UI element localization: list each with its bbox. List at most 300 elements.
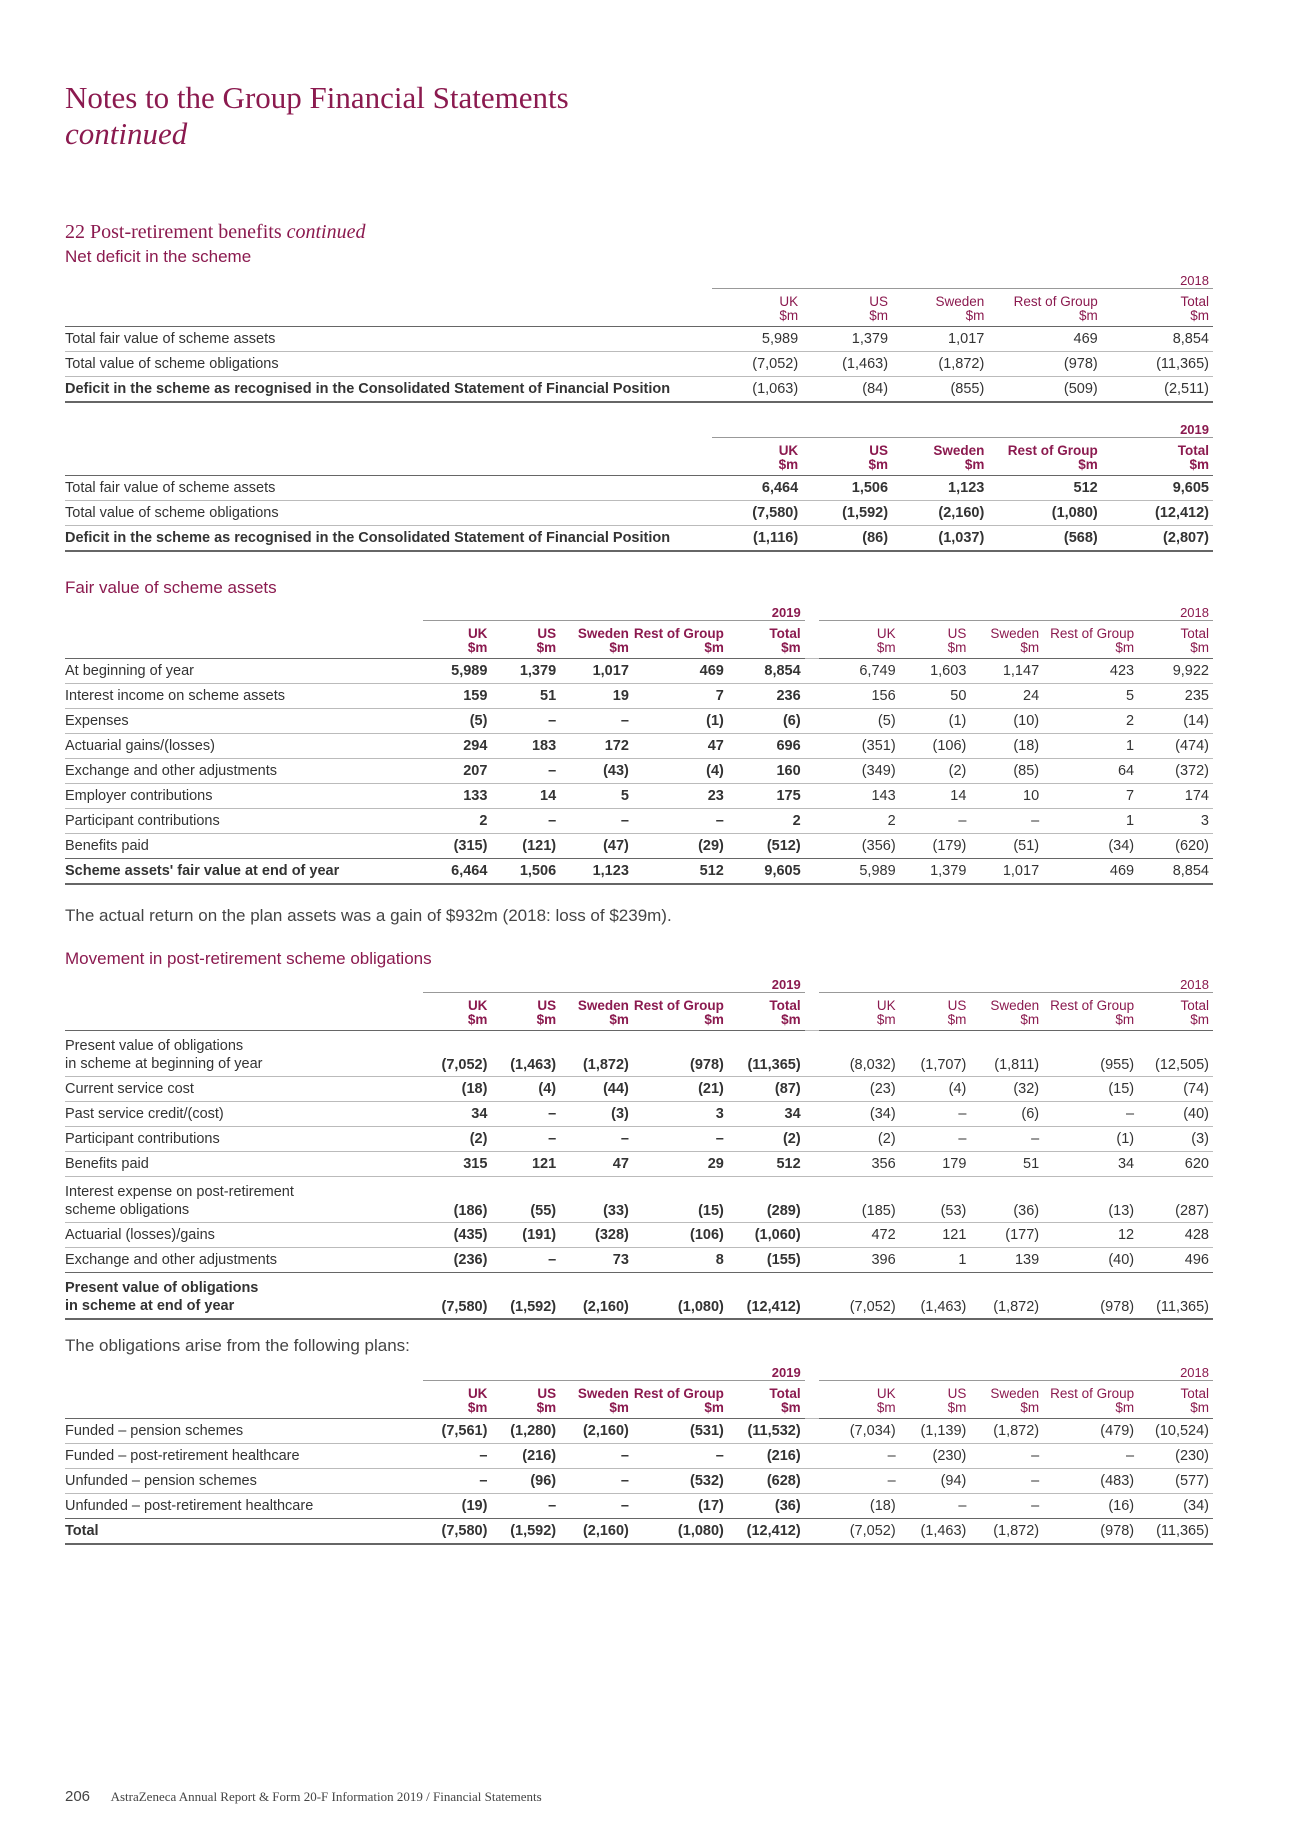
deficit-2019-table [65, 417, 1213, 552]
cell: (17) [633, 1494, 728, 1519]
cell: – [900, 809, 971, 834]
cell: – [491, 709, 560, 734]
cell: 469 [633, 659, 728, 684]
cell: (2) [900, 759, 971, 784]
table-row [65, 327, 1213, 352]
cell: 139 [970, 1248, 1043, 1273]
cell: (4) [900, 1077, 971, 1102]
cell: 469 [1043, 859, 1138, 885]
col-header-sweden: Sweden $m [560, 993, 633, 1031]
col-header-rog: Rest of Group $m [988, 438, 1101, 476]
cell: (1,592) [491, 1519, 560, 1545]
col-header-total: Total $m [728, 621, 805, 659]
row-label: Actuarial (losses)/gains [65, 1223, 423, 1248]
cell: (435) [423, 1223, 492, 1248]
table-row [65, 709, 1213, 734]
cell: (2,160) [892, 501, 988, 526]
cell: (620) [1138, 834, 1213, 859]
cell: – [900, 1494, 971, 1519]
cell: (2) [728, 1127, 805, 1152]
footer-text: AstraZeneca Annual Report & Form 20-F Information 2019 / Financial Statements [110, 1789, 542, 1804]
table-row [65, 1177, 1213, 1223]
cell: (349) [819, 759, 900, 784]
col-header-rog: Rest of Group $m [988, 289, 1101, 327]
table-row [65, 784, 1213, 809]
cell: (12,412) [1102, 501, 1213, 526]
cell: 1,379 [900, 859, 971, 885]
row-label: Exchange and other adjustments [65, 1248, 423, 1273]
cell: (512) [728, 834, 805, 859]
cell: (94) [900, 1469, 971, 1494]
cell: (34) [1043, 834, 1138, 859]
cell: (7,052) [819, 1273, 900, 1320]
cell: 174 [1138, 784, 1213, 809]
cell: (1,592) [491, 1273, 560, 1320]
cell: 156 [819, 684, 900, 709]
row-label: Interest income on scheme assets [65, 684, 423, 709]
cell: (85) [970, 759, 1043, 784]
row-label: Expenses [65, 709, 423, 734]
cell: (6) [970, 1102, 1043, 1127]
return-note: The actual return on the plan assets was a gain of $932m (2018: loss of $239m). [65, 906, 672, 925]
cell: (51) [970, 834, 1043, 859]
cell: (5) [423, 709, 492, 734]
cell: (86) [802, 526, 892, 552]
cell: 1,506 [802, 476, 892, 501]
cell: 5,989 [819, 859, 900, 885]
year-2018-label: 2018 [819, 1360, 1213, 1381]
cell: 1,017 [892, 327, 988, 352]
cell: 2 [819, 809, 900, 834]
row-label: Past service credit/(cost) [65, 1102, 423, 1127]
cell: – [491, 809, 560, 834]
cell: – [560, 1127, 633, 1152]
cell: 7 [633, 684, 728, 709]
cell: 512 [633, 859, 728, 885]
row-label: Total fair value of scheme assets [65, 476, 712, 501]
cell: – [491, 1102, 560, 1127]
cell: (1,280) [491, 1419, 560, 1444]
table-row [65, 1444, 1213, 1469]
cell: (12,505) [1138, 1031, 1213, 1077]
cell: (216) [491, 1444, 560, 1469]
year-label: 2018 [712, 268, 1213, 289]
cell: (328) [560, 1223, 633, 1248]
cell: 12 [1043, 1223, 1138, 1248]
cell: 428 [1138, 1223, 1213, 1248]
row-label: Funded – post-retirement healthcare [65, 1444, 423, 1469]
col-header-us: US $m [802, 289, 892, 327]
table-row [65, 1273, 1213, 1320]
cell: (2,511) [1102, 377, 1213, 403]
col-header-rog: Rest of Group $m [1043, 621, 1138, 659]
cell: 1 [1043, 809, 1138, 834]
cell: (483) [1043, 1469, 1138, 1494]
cell: 1 [1043, 734, 1138, 759]
cell: 14 [900, 784, 971, 809]
cell: (474) [1138, 734, 1213, 759]
col-header-uk: UK $m [423, 1381, 492, 1419]
cell: 472 [819, 1223, 900, 1248]
section-title-suffix: continued [286, 221, 366, 243]
cell: (1,139) [900, 1419, 971, 1444]
col-header-rog: Rest of Group $m [633, 621, 728, 659]
cell: (568) [988, 526, 1101, 552]
section-heading [65, 221, 366, 244]
table-row [65, 1419, 1213, 1444]
obligations-heading: Movement in post-retirement scheme obligations [65, 949, 432, 968]
row-label: Benefits paid [65, 834, 423, 859]
col-header-sweden: Sweden $m [560, 621, 633, 659]
cell: 6,464 [423, 859, 492, 885]
row-label: Funded – pension schemes [65, 1419, 423, 1444]
table-row [65, 1102, 1213, 1127]
table-row [65, 1077, 1213, 1102]
cell: (1,811) [970, 1031, 1043, 1077]
col-header-us: US $m [900, 993, 971, 1031]
cell: (855) [892, 377, 988, 403]
col-header-uk: UK $m [423, 993, 492, 1031]
cell: 47 [633, 734, 728, 759]
cell: (1,463) [900, 1273, 971, 1320]
row-label: Unfunded – pension schemes [65, 1469, 423, 1494]
cell: (4) [491, 1077, 560, 1102]
cell: (87) [728, 1077, 805, 1102]
cell: 23 [633, 784, 728, 809]
cell: (106) [900, 734, 971, 759]
cell: (230) [900, 1444, 971, 1469]
col-header-uk: UK $m [423, 621, 492, 659]
col-header-rog: Rest of Group $m [1043, 1381, 1138, 1419]
cell: (2,160) [560, 1519, 633, 1545]
row-label: Total fair value of scheme assets [65, 327, 712, 352]
cell: (21) [633, 1077, 728, 1102]
col-header-sweden: Sweden $m [560, 1381, 633, 1419]
table-row [65, 377, 1213, 403]
plans-heading: The obligations arise from the following plans: [65, 1336, 410, 1355]
cell: 8 [633, 1248, 728, 1273]
cell: (1,872) [892, 352, 988, 377]
cell: (2,807) [1102, 526, 1213, 552]
obligations-table [65, 972, 1213, 1320]
cell: (155) [728, 1248, 805, 1273]
cell: (2) [423, 1127, 492, 1152]
cell: 24 [970, 684, 1043, 709]
cell: (36) [728, 1494, 805, 1519]
col-header-total: Total $m [1138, 1381, 1213, 1419]
cell: (289) [728, 1177, 805, 1223]
cell: 51 [491, 684, 560, 709]
cell: (532) [633, 1469, 728, 1494]
cell: (1,707) [900, 1031, 971, 1077]
col-header-us: US $m [491, 1381, 560, 1419]
cell: 29 [633, 1152, 728, 1177]
cell: 3 [1138, 809, 1213, 834]
cell: – [560, 1444, 633, 1469]
cell: (1,463) [491, 1031, 560, 1077]
cell: 34 [1043, 1152, 1138, 1177]
cell: – [560, 1469, 633, 1494]
cell: (18) [970, 734, 1043, 759]
cell: (978) [1043, 1273, 1138, 1320]
cell: (53) [900, 1177, 971, 1223]
cell: 64 [1043, 759, 1138, 784]
cell: (18) [423, 1077, 492, 1102]
cell: (10,524) [1138, 1419, 1213, 1444]
cell: (40) [1043, 1248, 1138, 1273]
cell: (216) [728, 1444, 805, 1469]
cell: (36) [970, 1177, 1043, 1223]
cell: 133 [423, 784, 492, 809]
cell: (18) [819, 1494, 900, 1519]
col-header-sweden: Sweden $m [970, 993, 1043, 1031]
cell: – [970, 1469, 1043, 1494]
cell: (10) [970, 709, 1043, 734]
row-label: Actuarial gains/(losses) [65, 734, 423, 759]
cell: (1) [1043, 1127, 1138, 1152]
table-row [65, 809, 1213, 834]
table-row [65, 1519, 1213, 1545]
cell: 1,506 [491, 859, 560, 885]
cell: (236) [423, 1248, 492, 1273]
cell: (287) [1138, 1177, 1213, 1223]
col-header-total: Total $m [1102, 438, 1213, 476]
row-label: Total value of scheme obligations [65, 501, 712, 526]
cell: – [491, 1494, 560, 1519]
cell: 5,989 [712, 327, 802, 352]
cell: (1,080) [633, 1273, 728, 1320]
cell: 10 [970, 784, 1043, 809]
cell: 8,854 [1138, 859, 1213, 885]
cell: (3) [560, 1102, 633, 1127]
cell: 51 [970, 1152, 1043, 1177]
col-header-sweden: Sweden $m [892, 438, 988, 476]
cell: (15) [1043, 1077, 1138, 1102]
table-row [65, 759, 1213, 784]
plans-table [65, 1360, 1213, 1545]
cell: 496 [1138, 1248, 1213, 1273]
cell: 143 [819, 784, 900, 809]
table-row [65, 1127, 1213, 1152]
cell: (185) [819, 1177, 900, 1223]
col-header-us: US $m [491, 993, 560, 1031]
cell: (1,080) [988, 501, 1101, 526]
cell: (1,037) [892, 526, 988, 552]
cell: (1,060) [728, 1223, 805, 1248]
cell: (13) [1043, 1177, 1138, 1223]
cell: 183 [491, 734, 560, 759]
cell: 235 [1138, 684, 1213, 709]
cell: (531) [633, 1419, 728, 1444]
cell: 396 [819, 1248, 900, 1273]
cell: (978) [1043, 1519, 1138, 1545]
cell: 14 [491, 784, 560, 809]
cell: – [560, 809, 633, 834]
table-row [65, 476, 1213, 501]
cell: 1,123 [892, 476, 988, 501]
cell: 121 [900, 1223, 971, 1248]
cell: (12,412) [728, 1519, 805, 1545]
cell: 9,605 [1102, 476, 1213, 501]
cell: 175 [728, 784, 805, 809]
cell: (191) [491, 1223, 560, 1248]
cell: (1) [900, 709, 971, 734]
cell: 19 [560, 684, 633, 709]
cell: (978) [988, 352, 1101, 377]
table-row [65, 1152, 1213, 1177]
cell: 696 [728, 734, 805, 759]
cell: (372) [1138, 759, 1213, 784]
cell: (1,080) [633, 1519, 728, 1545]
cell: (1,872) [970, 1419, 1043, 1444]
cell: 5 [1043, 684, 1138, 709]
col-header-total: Total $m [728, 1381, 805, 1419]
cell: 160 [728, 759, 805, 784]
cell: 512 [728, 1152, 805, 1177]
col-header-rog: Rest of Group $m [633, 993, 728, 1031]
row-label: Unfunded – post-retirement healthcare [65, 1494, 423, 1519]
year-label: 2019 [712, 417, 1213, 438]
cell: 73 [560, 1248, 633, 1273]
cell: (12,412) [728, 1273, 805, 1320]
cell: (6) [728, 709, 805, 734]
cell: (34) [819, 1102, 900, 1127]
cell: (2) [819, 1127, 900, 1152]
col-header-total: Total $m [1102, 289, 1213, 327]
cell: – [1043, 1102, 1138, 1127]
row-label: Participant contributions [65, 1127, 423, 1152]
year-2019-label: 2019 [423, 972, 805, 993]
col-header-rog: Rest of Group $m [1043, 993, 1138, 1031]
cell: (7,052) [819, 1519, 900, 1545]
cell: – [633, 1444, 728, 1469]
row-label: Scheme assets' fair value at end of year [65, 859, 423, 885]
cell: (23) [819, 1077, 900, 1102]
cell: (356) [819, 834, 900, 859]
cell: – [819, 1444, 900, 1469]
cell: 179 [900, 1152, 971, 1177]
cell: 1,017 [970, 859, 1043, 885]
cell: (47) [560, 834, 633, 859]
row-label: At beginning of year [65, 659, 423, 684]
cell: (11,365) [1138, 1273, 1213, 1320]
cell: 121 [491, 1152, 560, 1177]
cell: 5 [560, 784, 633, 809]
cell: 6,464 [712, 476, 802, 501]
cell: (16) [1043, 1494, 1138, 1519]
cell: – [633, 1127, 728, 1152]
cell: (96) [491, 1469, 560, 1494]
col-header-sweden: Sweden $m [892, 289, 988, 327]
col-header-total: Total $m [1138, 621, 1213, 659]
col-header-total: Total $m [728, 993, 805, 1031]
cell: (43) [560, 759, 633, 784]
deficit-2018-table [65, 268, 1213, 403]
cell: 47 [560, 1152, 633, 1177]
page-number: 206 [65, 1788, 91, 1805]
row-label: Present value of obligations in scheme at end of year [65, 1273, 423, 1320]
cell: (230) [1138, 1444, 1213, 1469]
cell: 2 [423, 809, 492, 834]
page-title-main: Notes to the Group Financial Statements [65, 80, 569, 115]
cell: (3) [1138, 1127, 1213, 1152]
cell: (1,463) [802, 352, 892, 377]
cell: 1,147 [970, 659, 1043, 684]
cell: – [633, 809, 728, 834]
col-header-us: US $m [900, 621, 971, 659]
cell: (14) [1138, 709, 1213, 734]
table-row [65, 859, 1213, 885]
cell: (1,872) [970, 1519, 1043, 1545]
cell: (32) [970, 1077, 1043, 1102]
deficit-heading: Net deficit in the scheme [65, 247, 252, 266]
cell: 294 [423, 734, 492, 759]
table-row [65, 1031, 1213, 1077]
cell: 159 [423, 684, 492, 709]
cell: (19) [423, 1494, 492, 1519]
cell: (7,052) [423, 1031, 492, 1077]
year-2018-label: 2018 [819, 600, 1213, 621]
cell: (1,463) [900, 1519, 971, 1545]
table-row [65, 1248, 1213, 1273]
row-label: Exchange and other adjustments [65, 759, 423, 784]
col-header-uk: UK $m [712, 289, 802, 327]
cell: 7 [1043, 784, 1138, 809]
cell: 315 [423, 1152, 492, 1177]
cell: (628) [728, 1469, 805, 1494]
col-header-uk: UK $m [819, 621, 900, 659]
cell: 8,854 [1102, 327, 1213, 352]
cell: (4) [633, 759, 728, 784]
row-label: Present value of obligations in scheme at beginning of year [65, 1031, 423, 1077]
cell: 8,854 [728, 659, 805, 684]
cell: (978) [633, 1031, 728, 1077]
cell: – [970, 1444, 1043, 1469]
assets-heading: Fair value of scheme assets [65, 578, 277, 597]
cell: (177) [970, 1223, 1043, 1248]
cell: (74) [1138, 1077, 1213, 1102]
cell: (34) [1138, 1494, 1213, 1519]
row-label: Total value of scheme obligations [65, 352, 712, 377]
cell: (179) [900, 834, 971, 859]
row-label: Employer contributions [65, 784, 423, 809]
cell: (1,872) [560, 1031, 633, 1077]
cell: 6,749 [819, 659, 900, 684]
cell: (15) [633, 1177, 728, 1223]
cell: (2,160) [560, 1419, 633, 1444]
cell: – [423, 1444, 492, 1469]
cell: (509) [988, 377, 1101, 403]
cell: (106) [633, 1223, 728, 1248]
table-row [65, 659, 1213, 684]
cell: 236 [728, 684, 805, 709]
cell: (479) [1043, 1419, 1138, 1444]
cell: 207 [423, 759, 492, 784]
cell: – [491, 759, 560, 784]
cell: – [560, 1494, 633, 1519]
col-header-us: US $m [900, 1381, 971, 1419]
cell: 1,017 [560, 659, 633, 684]
table-row [65, 834, 1213, 859]
cell: – [1043, 1444, 1138, 1469]
row-label: Total [65, 1519, 423, 1545]
cell: – [900, 1102, 971, 1127]
row-label: Participant contributions [65, 809, 423, 834]
year-2019-label: 2019 [423, 600, 805, 621]
table-row [65, 1223, 1213, 1248]
cell: (2,160) [560, 1273, 633, 1320]
cell: (40) [1138, 1102, 1213, 1127]
